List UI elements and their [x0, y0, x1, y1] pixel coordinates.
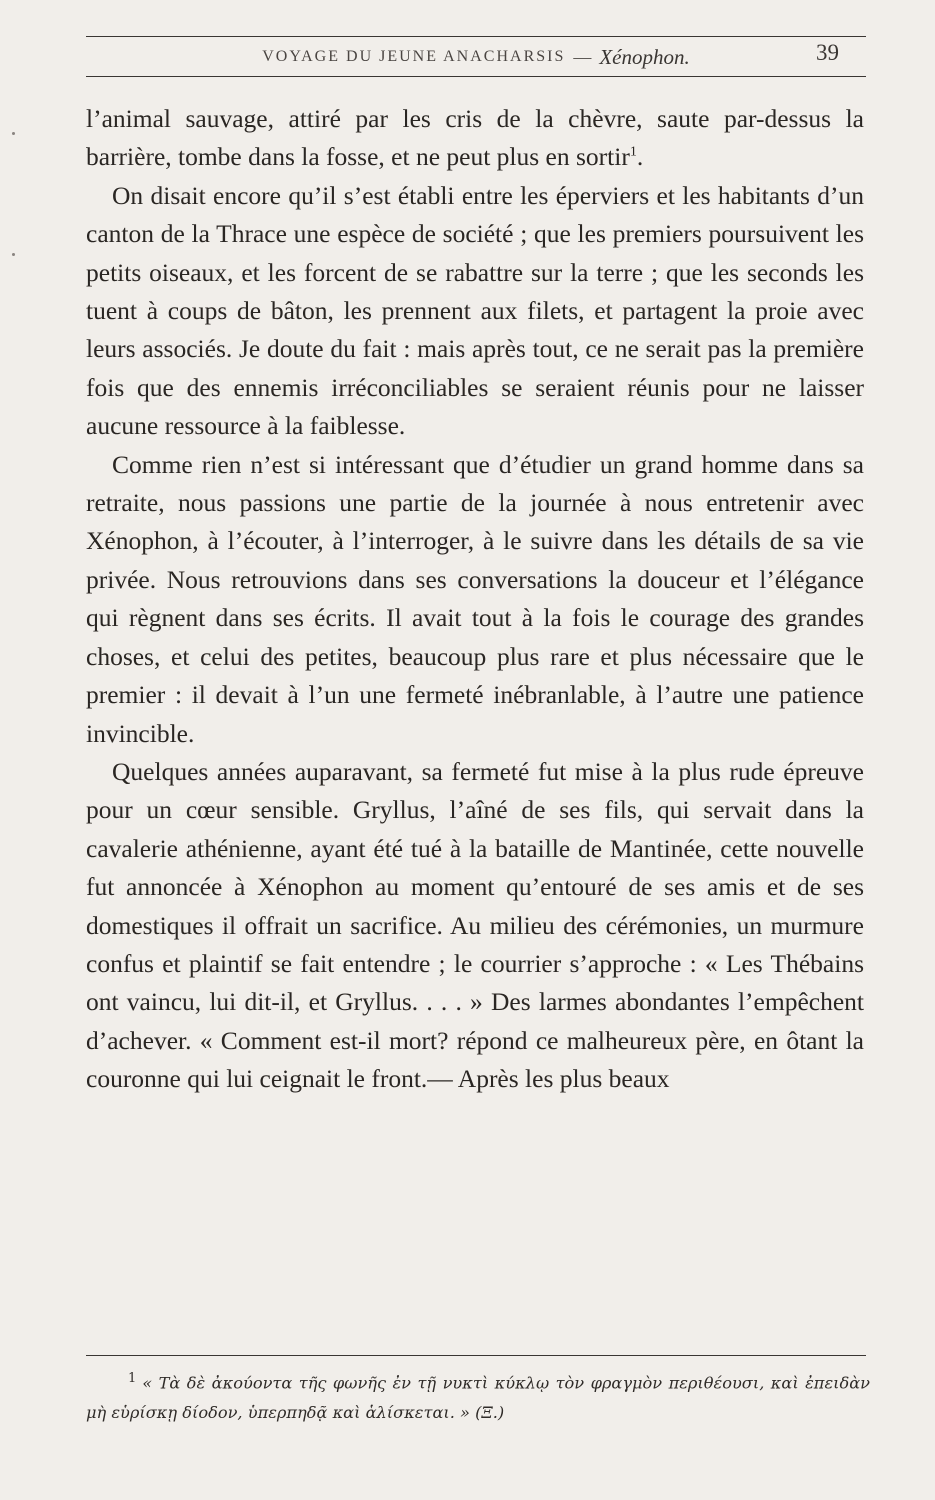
margin-speck	[12, 132, 15, 135]
paragraph: l’animal sauvage, attiré par les cris de la chèvre, saute par-dessus la barrière, tombe dans la fosse, et ne peut plus en sortir$^1$.	[86, 104, 864, 172]
header-bottom-rule	[86, 76, 866, 77]
running-title: VOYAGE DU JEUNE ANACHARSIS	[262, 48, 566, 65]
page-number: 39	[816, 40, 839, 65]
margin-speck	[12, 253, 15, 256]
running-head	[86, 40, 866, 74]
paragraph: On disait encore qu’il s’est établi entre les éperviers et les habitants d’un canton de la Thrace une espèce de société ; que les premiers poursuivent les petits oiseaux, et les forcent de se rabattre sur la terre ; que les seconds les tuent à coups de bâton, les prennent aux filets, et partagent la proie avec leurs associés. Je doute du fait : mais après tout, ce ne serait pas la première fois que des ennemis irréconciliables se seraient réunis pour ne laisser aucune ressource à la faiblesse.	[86, 180, 864, 441]
footnote-reference: 1	[629, 144, 637, 160]
paragraph: Comme rien n’est si intéressant que d’étudier un grand homme dans sa retraite, nous passions une partie de la journée à nous entretenir avec Xénophon, à l’écouter, à l’interroger, à le suivre dans les détails de sa vie privée. Nous retrouvions dans ses conversations la douceur et l’élégance qui règnent dans ses écrits. Il avait tout à la fois le courage des grandes choses, et celui des petites, beaucoup plus rare et plus nécessaire que le premier : il devait à l’un une fermeté inébranlable, à l’autre une patience invincible.	[86, 449, 864, 748]
body-text	[86, 100, 864, 1099]
header-top-rule	[86, 36, 866, 37]
footnote-rule	[86, 1355, 866, 1356]
running-subject: Xénophon.	[599, 44, 690, 69]
footnote-text: « Τὰ δὲ ἀκούοντα τῆς φωνῆς ἐν τῇ νυκτὶ κύκλῳ τὸν φραγμὸν περιθέουσι, καὶ ἐπειδὰν μὴ εὑρίσκῃ δίοδον, ὑπερπηδᾷ καὶ ἁλίσκεται. » (Ξ.)	[86, 1373, 870, 1423]
footnote	[86, 1364, 870, 1428]
paragraph: Quelques années auparavant, sa fermeté fut mise à la plus rude épreuve pour un cœur sensible. Gryllus, l’aîné de ses fils, qui servait dans la cavalerie athénienne, ayant été tué à la bataille de Mantinée, cette nouvelle fut annoncée à Xénophon au moment qu’entouré de ses amis et de ses domestiques il offrait un sacrifice. Au milieu des cérémonies, un murmure confus et plaintif se fait entendre ; le courrier s’approche : « Les Thébains ont vaincu, lui dit-il, et Gryllus. . . . » Des larmes abondantes l’empêchent d’achever. « Comment est-il mort? répond ce malheureux père, en ôtant la couronne qui lui ceignait le front.— Après les plus beaux	[86, 756, 864, 1094]
running-head-separator: —	[573, 46, 592, 67]
paragraph-text: l’animal sauvage, attiré par les cris de la chèvre, saute par-dessus la barrière, tombe dans la fosse, et ne peut plus en sortir	[86, 104, 864, 172]
footnote-marker: 1	[128, 1371, 137, 1386]
